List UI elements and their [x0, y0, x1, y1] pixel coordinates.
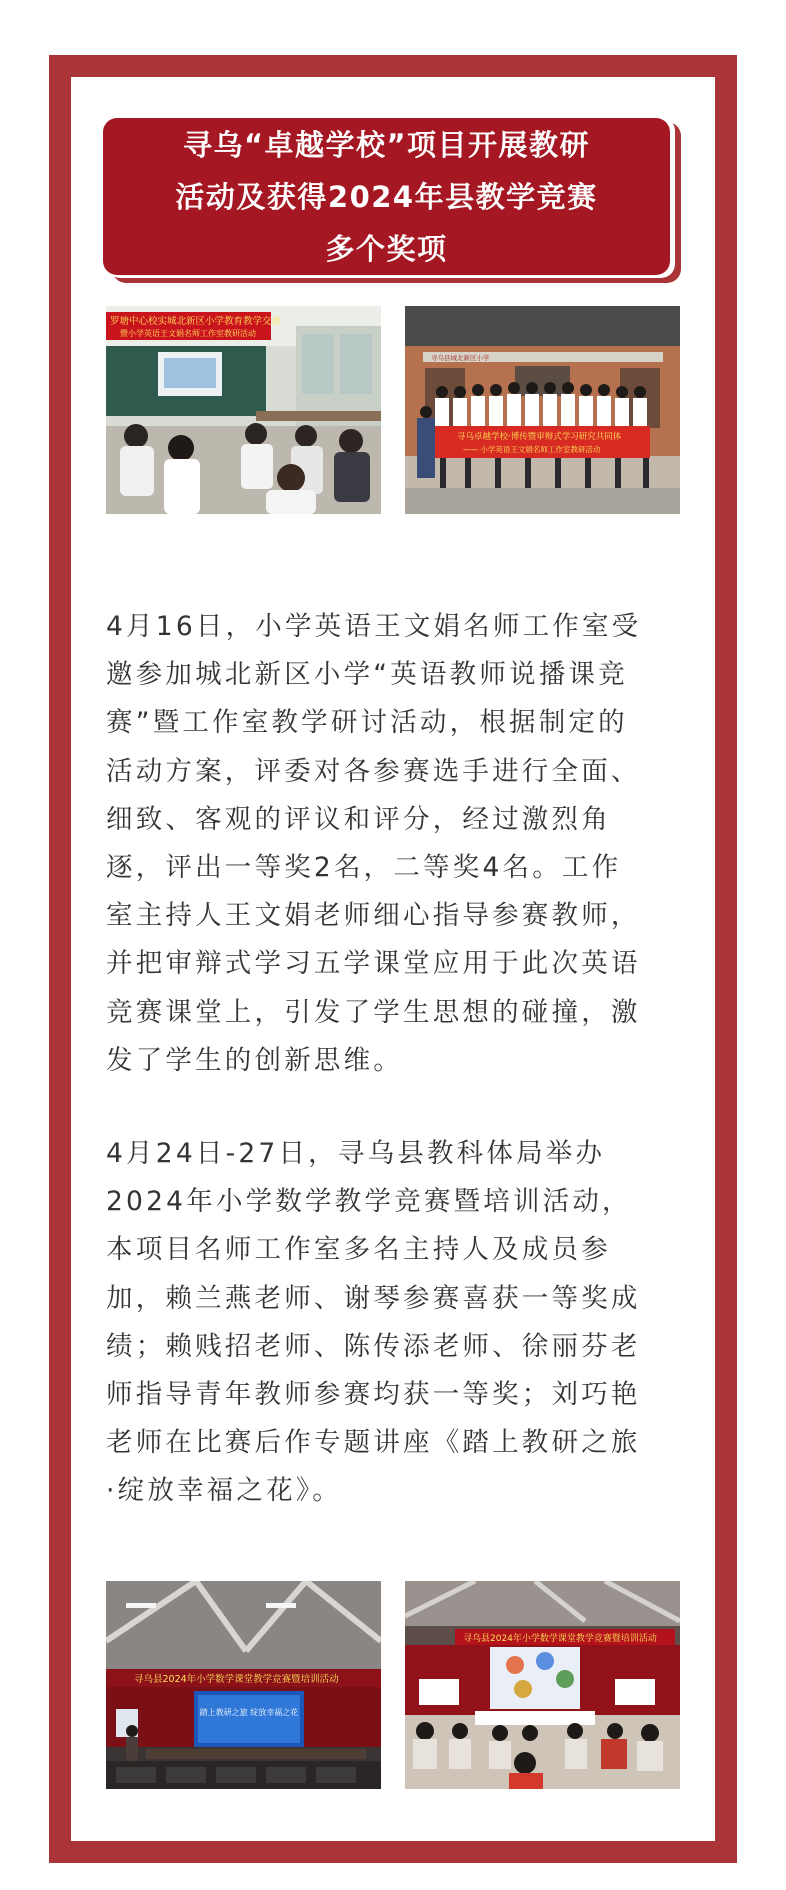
article-title — [103, 118, 670, 275]
paragraph-line: 4月24日-27日，寻乌县教科体局举办 — [106, 1138, 606, 1169]
paragraph-line: 4月16日，小学英语王文娟名师工作室受 — [106, 611, 642, 642]
paragraph-line: 邀参加城北新区小学“英语教师说播课竞 — [106, 659, 628, 691]
paragraph-line: 发了学生的创新思维。 — [106, 1044, 403, 1076]
title-line: 多个奖项 — [325, 231, 448, 266]
title-line: 活动及获得2024年县教学竞赛 — [175, 179, 598, 214]
paragraph-line: 逐，评出一等奖2名，二等奖4名。工作 — [106, 852, 622, 884]
paragraph-line: 竞赛课堂上，引发了学生思想的碰撞，激 — [106, 996, 641, 1028]
paragraph-line: 赛”暨工作室教学研讨活动，根据制定的 — [106, 707, 628, 739]
building-sign: 寻乌县城北新区小学 — [431, 354, 490, 362]
paragraph-line: 绩；赖贱招老师、陈传添老师、徐丽芬老 — [106, 1330, 641, 1362]
banner-text: 罗塘中心校实城北新区小学教育教学交流 — [110, 316, 282, 327]
paragraph-line: 并把审辩式学习五学课堂应用于此次英语 — [106, 948, 641, 980]
paragraph-line: 2024年小学数学教学竞赛暨培训活动， — [106, 1186, 632, 1218]
title-line: 寻乌“卓越学校”项目开展教研 — [182, 127, 591, 162]
banner-text: 寻乌县2024年小学数学课堂教学竞赛暨培训活动 — [463, 1634, 657, 1644]
photo-classroom — [106, 306, 381, 514]
banner-text: —— 小学英语王文娟名师工作室教研活动 — [463, 445, 601, 454]
photo-group — [405, 306, 680, 514]
paragraph-english-contest — [106, 603, 678, 1085]
paragraph-line: 加，赖兰燕老师、谢琴参赛喜获一等奖成 — [106, 1282, 641, 1314]
paragraph-line: 师指导青年教师参赛均获一等奖；刘巧艳 — [106, 1379, 641, 1411]
paragraph-line: 细致、客观的评议和评分，经过激烈角 — [106, 803, 611, 835]
paragraph-line: 室主持人王文娟老师细心指导参赛教师， — [106, 900, 641, 932]
paragraph-line: 本项目名师工作室多名主持人及成员参 — [106, 1234, 611, 1266]
screen-text: 踏上教研之旅 绽放幸福之花 — [199, 1708, 299, 1717]
photo-auditorium — [106, 1581, 381, 1789]
classroom-photo-icon — [106, 306, 381, 514]
auditorium-photo-icon — [106, 1581, 381, 1789]
stage-class-photo-icon — [405, 1581, 680, 1789]
group-photo-icon — [405, 306, 680, 514]
banner-text: 暨小学英语王文娟名师工作室教研活动 — [120, 329, 256, 338]
paragraph-line: 活动方案，评委对各参赛选手进行全面、 — [106, 755, 641, 787]
paragraph-math-contest — [106, 1130, 678, 1516]
paragraph-line: ·绽放幸福之花》。 — [106, 1475, 342, 1507]
banner-text: 寻乌卓越学校·博传暨审辩式学习研究共同体 — [457, 432, 622, 442]
paragraph-line: 老师在比赛后作专题讲座《踏上教研之旅 — [106, 1427, 641, 1459]
banner-text: 寻乌县2024年小学数学课堂教学竞赛暨培训活动 — [134, 1674, 339, 1685]
photo-stage-class — [405, 1581, 680, 1789]
